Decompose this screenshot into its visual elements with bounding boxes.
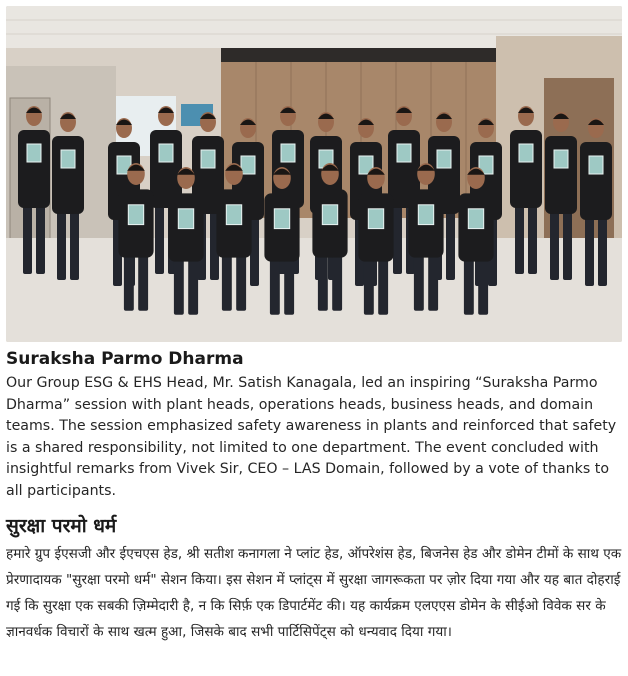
person-leg: [222, 254, 232, 311]
certificate: [128, 205, 143, 225]
certificate: [437, 150, 451, 168]
certificate: [368, 209, 383, 229]
certificate: [468, 209, 483, 229]
person-torso: [510, 130, 542, 208]
person-leg: [364, 258, 374, 315]
person-leg: [585, 216, 594, 286]
person-leg: [23, 204, 32, 274]
certificate: [519, 144, 533, 162]
certificate: [418, 205, 433, 225]
person-leg: [155, 204, 164, 274]
person-leg: [414, 254, 424, 311]
person-leg: [174, 258, 184, 315]
person-leg: [550, 210, 559, 280]
article-title-english: Suraksha Parmo Dharma: [6, 349, 244, 369]
certificate: [241, 156, 255, 174]
person-torso: [52, 136, 84, 214]
certificate: [281, 144, 295, 162]
certificate: [201, 150, 215, 168]
article-body-hindi: हमारे ग्रुप ईएसजी और ईएचएस हेड, श्री सतीश कनागला ने प्लांट हेड, ऑपरेशंस हेड, बिजनेस हेड और डोमेन टीमों के साथ एक प्रेरणादायक "सुरक्षा परमो धर्म" सेशन किया। इस सेशन में प्लांट्स में सुरक्षा जागरूकता पर ज़ोर दिया गया और यह बात दोहराई गई कि सुरक्षा एक सबकी ज़िम्मेदारी है, न कि सिर्फ़ एक डिपार्टमेंट की। यह कार्यक्रम एलएएस डोमेन के सीईओ विवेक सर के ज्ञानवर्धक विचारों के साथ खत्म हुआ, जिसके बाद सभी पार्टिसिपेंट्स को धन्यवाद दिया गया।: [6, 546, 622, 640]
certificate: [397, 144, 411, 162]
article-body-english: Our Group ESG & EHS Head, Mr. Satish Kanagala, led an inspiring “Suraksha Parmo Dharma” session with plant heads, operations heads, business heads, and domain teams. The session emphasized safety awareness in plants and reinforced that safety is a shared responsibility, not limited to one department. The event concluded with insightful remarks from Vivek Sir, CEO – LAS Domain, followed by a vote of thanks to all participants.: [6, 375, 617, 499]
person-leg: [393, 204, 402, 274]
certificate: [322, 205, 337, 225]
certificate: [226, 205, 241, 225]
article-title-hindi: सुरक्षा परमो धर्म: [6, 515, 117, 537]
group-photo: [6, 6, 622, 342]
certificate: [178, 209, 193, 229]
person-leg: [57, 210, 66, 280]
person-torso: [545, 136, 577, 214]
person-leg: [464, 258, 474, 315]
person-torso: [18, 130, 50, 208]
person-leg: [270, 258, 280, 315]
certificate: [27, 144, 41, 162]
certificate: [589, 156, 603, 174]
certificate: [159, 144, 173, 162]
certificate: [61, 150, 75, 168]
group-photo-scene: [6, 6, 622, 342]
person-leg: [318, 254, 328, 311]
certificate: [274, 209, 289, 229]
certificate: [554, 150, 568, 168]
person-torso: [580, 142, 612, 220]
person-leg: [124, 254, 134, 311]
person-leg: [515, 204, 524, 274]
